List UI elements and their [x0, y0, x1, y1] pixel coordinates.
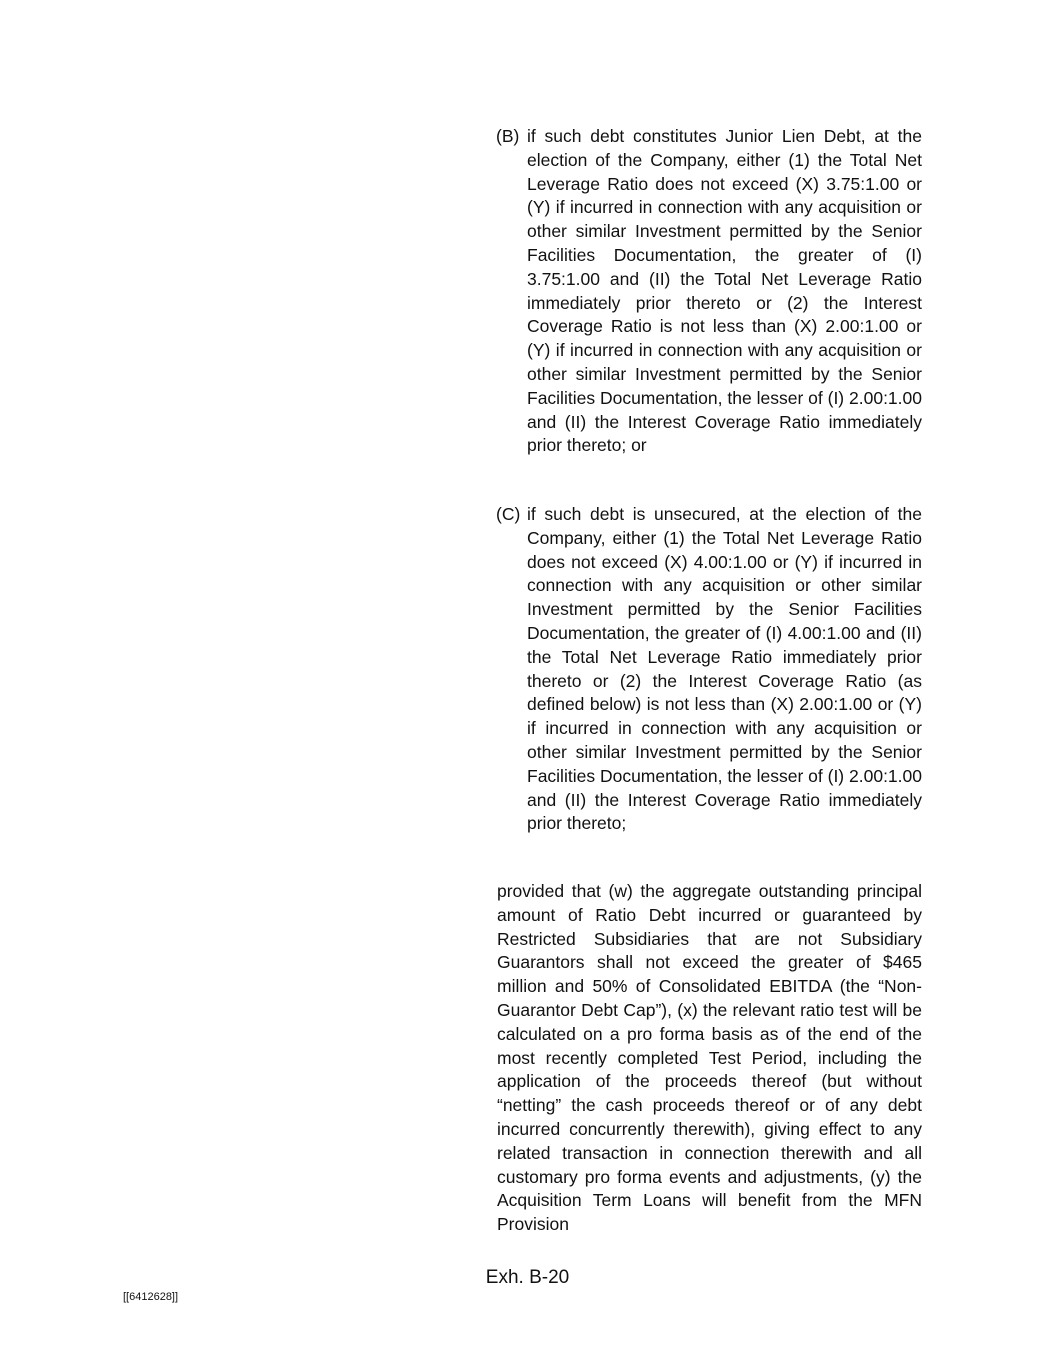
clause-b-text: if such debt constitutes Junior Lien Debt, at the election of the Company, either (1) the Total Net Leverage Ratio does not exceed (X) 3.75:1.00 or (Y) if incurred in connection with any acquisition or other similar Investment permitted by the Senior Facilities Documentation, the greater of (I) 3.75:1.00 and (II) the Total Net Leverage Ratio immediately prior thereto or (2) the Interest Coverage Ratio is not less than (X) 2.00:1.00 or (Y) if incurred in connection with any acquisition or other similar Investment permitted by the Senior Facilities Documentation, the lesser of (I) 2.00:1.00 and (II) the Interest Coverage Ratio immediately prior thereto; or — [527, 126, 922, 456]
page-number: Exh. B-20 — [485, 1267, 570, 1288]
clause-c-text: if such debt is unsecured, at the election of the Company, either (1) the Total Net Leverage Ratio does not exceed (X) 4.00:1.00 or (Y) if incurred in connection with any acquisition or other similar Investment permitted by the Senior Facilities Documentation, the greater of (I) 4.00:1.00 and (II) the Total Net Leverage Ratio immediately prior thereto or (2) the Interest Coverage Ratio (as defined below) is not less than (X) 2.00:1.00 or (Y) if incurred in connection with any acquisition or other similar Investment permitted by the Senior Facilities Documentation, the lesser of (I) 2.00:1.00 and (II) the Interest Coverage Ratio immediately prior thereto; — [527, 504, 922, 834]
clause-b — [496, 125, 922, 458]
document-id: [[6412628]] — [123, 1291, 179, 1303]
clause-c-marker: (C) — [496, 504, 521, 524]
clause-b-marker: (B) — [496, 126, 520, 146]
clause-c — [496, 503, 922, 836]
proviso-paragraph: provided that (w) the aggregate outstanding principal amount of Ratio Debt incurred or guaranteed by Restricted Subsidiaries that are not Subsidiary Guarantors shall not exceed the greater of $465 million and 50% of Consolidated EBITDA (the “Non-Guarantor Debt Cap”), (x) the relevant ratio test will be calculated on a pro forma basis as of the end of the most recently completed Test Period, including the application of the proceeds thereof (but without “netting” the cash proceeds thereof or of any debt incurred concurrently therewith), giving effect to any related transaction in connection therewith and all customary pro forma events and adjustments, (y) the Acquisition Term Loans will benefit from the MFN Provision — [497, 881, 922, 1235]
